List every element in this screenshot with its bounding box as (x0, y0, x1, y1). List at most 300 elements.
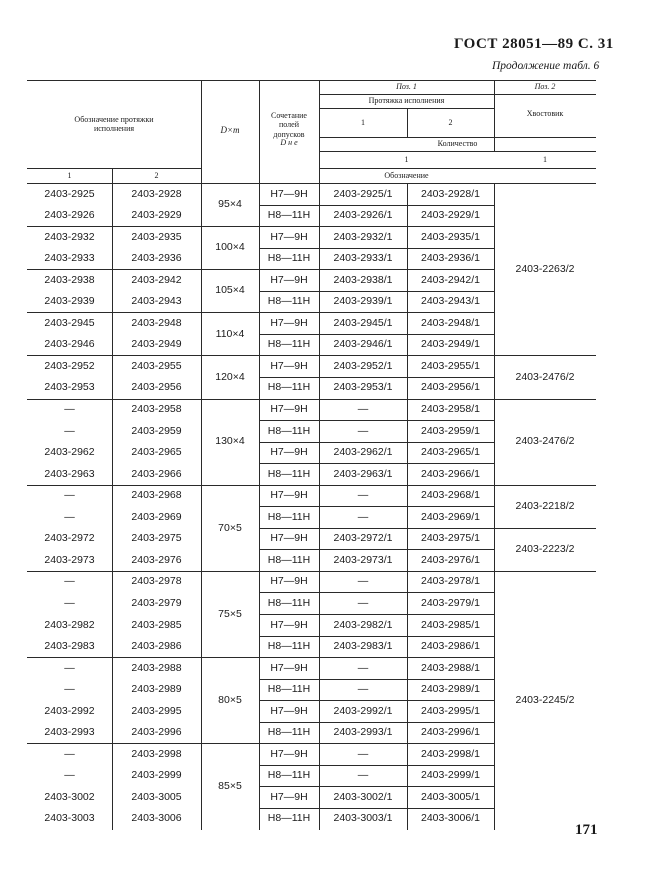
designation-1: — (64, 747, 75, 760)
dxm-value-cell (201, 485, 259, 571)
col-num-1: 1 (67, 170, 72, 180)
row-rule (259, 485, 494, 486)
pos1-exec-2: 2403-2965/1 (421, 446, 480, 459)
designation-1: — (64, 661, 75, 674)
pos1-exec-1: 2403-2946/1 (333, 338, 393, 351)
pos1-exec-1-cell (319, 399, 407, 421)
pos1-exec-1-cell (319, 614, 407, 636)
col-num-2-cell (112, 168, 201, 183)
designation-1: — (64, 596, 75, 609)
pos1-exec-2-cell (407, 614, 494, 636)
pos1-exec-2: 2403-2958/1 (421, 403, 480, 416)
dxm-value-cell (201, 355, 259, 398)
designation-2: 2403-2956 (131, 381, 182, 394)
pos1-exec-2: 2403-2949/1 (421, 338, 480, 351)
designation-2: 2403-2936 (131, 252, 182, 265)
pos1-exec-2-cell (407, 355, 494, 377)
designation-1-cell (27, 291, 112, 313)
pos1-exec-1-cell (319, 420, 407, 442)
designation-1-cell (27, 571, 112, 593)
pos1-header: Поз. 1 (396, 82, 417, 92)
designation-2-cell (112, 183, 201, 205)
fit-value-cell (259, 549, 319, 571)
pos1-exec-2: 2403-2979/1 (421, 596, 480, 609)
fit-value-cell (259, 614, 319, 636)
dxm-value-cell (201, 183, 259, 226)
row-rule (259, 399, 494, 400)
fit-value: H7—9H (270, 532, 308, 545)
fit-value-cell (259, 636, 319, 658)
designation-2-cell (112, 592, 201, 614)
dxm-value: 70×5 (218, 521, 242, 534)
fit-value: H7—9H (270, 790, 308, 803)
pos1-exec-1: 2403-2993/1 (333, 726, 393, 739)
designation-2: 2403-2969 (131, 510, 182, 523)
row-rule (259, 722, 494, 723)
fit-value: H7—9H (270, 230, 308, 243)
quantity-header-cell (319, 137, 596, 151)
row-rule (259, 355, 494, 356)
pos1-exec-1-cell (319, 205, 407, 227)
designation-1-cell (27, 377, 112, 399)
fit-value-cell (259, 377, 319, 399)
pos1-exec-1: 2403-2972/1 (333, 532, 393, 545)
pos1-exec-2-cell (407, 442, 494, 464)
designation-1-cell (27, 743, 112, 765)
pos1-exec-1-cell (319, 743, 407, 765)
pos1-exec-2: 2403-2966/1 (421, 467, 480, 480)
pos1-exec-2-cell (407, 679, 494, 701)
pos1-exec-2-cell (407, 248, 494, 270)
pos1-exec-1: 2403-2932/1 (333, 230, 393, 243)
designation-2-cell (112, 312, 201, 334)
shank-value: 2403-2218/2 (515, 499, 575, 512)
designation-2: 2403-2965 (131, 446, 182, 459)
designation-1-cell (27, 355, 112, 377)
designation-2-cell (112, 765, 201, 787)
designation-2: 2403-2948 (131, 316, 182, 329)
designation-1: 2403-2963 (44, 467, 95, 480)
pos1-exec-2-cell (407, 786, 494, 808)
dxm-value-cell (201, 312, 259, 355)
group-rule (27, 657, 259, 658)
fit-value-cell (259, 786, 319, 808)
designation-1: 2403-2933 (44, 252, 95, 265)
pos1-exec-1-cell (319, 248, 407, 270)
pos1-exec-1-cell (319, 549, 407, 571)
row-rule (259, 743, 494, 744)
pos1-exec-2-cell (407, 743, 494, 765)
pos1-exec-2: 2403-2959/1 (421, 424, 480, 437)
pos1-exec-1: 2403-2938/1 (333, 273, 393, 286)
fit-value: H7—9H (270, 575, 308, 588)
pos1-exec-1: — (357, 661, 369, 674)
fit-value-cell (259, 700, 319, 722)
shank-value: 2403-2245/2 (515, 693, 575, 706)
fit-header: Сочетание полей допусков (271, 111, 307, 139)
dxm-value: 80×5 (218, 693, 242, 706)
shank-rule (494, 571, 596, 572)
designation-2-cell (112, 334, 201, 356)
designation-2-cell (112, 808, 201, 830)
pos1-exec-2-cell (407, 334, 494, 356)
designation-2: 2403-2959 (131, 424, 182, 437)
designation-1-cell (27, 506, 112, 528)
designation-1: — (64, 403, 75, 416)
designation-1: — (64, 769, 75, 782)
pos1-exec-2-cell (407, 808, 494, 830)
fit-value: H8—11H (267, 596, 311, 609)
broach-exec-header: Протяжка исполнения (368, 96, 445, 106)
designation-1-cell (27, 312, 112, 334)
shank-value-cell (494, 528, 596, 571)
pos1-exec-2-cell (407, 549, 494, 571)
pos1-exec-1-cell (319, 463, 407, 485)
designation-1: 2403-2938 (44, 273, 95, 286)
designation-1-cell (27, 248, 112, 270)
row-rule (259, 377, 494, 378)
designation-2: 2403-2929 (131, 209, 182, 222)
designation-1-cell (27, 183, 112, 205)
pos1-exec-1: — (357, 769, 369, 782)
fit-value: H7—9H (270, 359, 308, 372)
dxm-value: 130×4 (215, 435, 245, 448)
row-rule (259, 463, 494, 464)
row-rule (259, 808, 494, 809)
pos1-exec-2: 2403-3005/1 (421, 790, 480, 803)
pos1-exec-1: — (357, 510, 369, 523)
row-rule (259, 506, 494, 507)
designation-1: 2403-2973 (44, 553, 95, 566)
fit-sub-header-cell (259, 137, 319, 149)
pos1-exec-2-cell (407, 463, 494, 485)
row-rule (259, 334, 494, 335)
shank-rule (494, 399, 596, 400)
pos1-exec-2-cell (407, 700, 494, 722)
designation-2-cell (112, 700, 201, 722)
designation-1-cell (27, 700, 112, 722)
designation-1-cell (27, 334, 112, 356)
designation-1: — (64, 575, 75, 588)
pos1-exec-2-cell (407, 636, 494, 658)
pos1-exec-1: — (357, 489, 369, 502)
pos1-exec-1-cell (319, 506, 407, 528)
designation-1-cell (27, 442, 112, 464)
pos1-exec-1: 2403-3002/1 (333, 790, 393, 803)
designation-1: 2403-2946 (44, 338, 95, 351)
designation-1: 2403-2962 (44, 446, 95, 459)
exec-2-header-cell (407, 108, 494, 137)
exec-1-header-cell (319, 108, 407, 137)
dxm-value: 110×4 (215, 327, 245, 340)
designation-2-cell (112, 269, 201, 291)
broach-exec-header-cell (319, 94, 494, 108)
fit-value: H8—11H (267, 252, 311, 265)
pos1-exec-2-cell (407, 722, 494, 744)
pos1-exec-2-cell (407, 592, 494, 614)
designation-2: 2403-2966 (131, 467, 182, 480)
designation-2: 2403-2943 (131, 295, 182, 308)
fit-value: H7—9H (270, 403, 308, 416)
fit-value-cell (259, 506, 319, 528)
pos1-exec-2: 2403-2978/1 (421, 575, 480, 588)
pos1-exec-2: 2403-2942/1 (421, 273, 480, 286)
designation-2-cell (112, 248, 201, 270)
designation-1-cell (27, 205, 112, 227)
designation-2-cell (112, 485, 201, 507)
designation-1: — (64, 489, 75, 502)
pos1-exec-1: 2403-2926/1 (333, 209, 393, 222)
shank-header-cell (494, 94, 596, 134)
shank-value-cell (494, 355, 596, 398)
shank-value-cell (494, 571, 596, 830)
designation-1-cell (27, 636, 112, 658)
fit-value: H7—9H (270, 187, 308, 200)
fit-value-cell (259, 334, 319, 356)
pos1-exec-1: — (357, 575, 369, 588)
dxm-value: 95×4 (218, 198, 242, 211)
designation-1: 2403-2982 (44, 618, 95, 631)
designation-1: 2403-2926 (44, 209, 95, 222)
designation-2-cell (112, 743, 201, 765)
designation-1-cell (27, 226, 112, 248)
fit-value: H7—9H (270, 704, 308, 717)
group-rule (27, 226, 259, 227)
row-rule (259, 592, 494, 593)
pos1-exec-2-cell (407, 420, 494, 442)
designation-2: 2403-2996 (131, 726, 182, 739)
fit-value-cell (259, 399, 319, 421)
pos1-exec-1: 2403-2945/1 (333, 316, 393, 329)
pos1-exec-1-cell (319, 183, 407, 205)
designation-header: Обозначение протяжки исполнения (74, 114, 154, 133)
fit-value-cell (259, 679, 319, 701)
designation-2-cell (112, 549, 201, 571)
designation-1: 2403-2992 (44, 704, 95, 717)
designation-1: — (64, 424, 75, 437)
designation-1-cell (27, 420, 112, 442)
pos1-exec-1: 2403-2953/1 (333, 381, 393, 394)
pos1-exec-2-cell (407, 291, 494, 313)
designation-2: 2403-3005 (131, 790, 182, 803)
designation-1: 2403-2932 (44, 230, 95, 243)
page-number: 171 (575, 822, 598, 838)
fit-value-cell (259, 355, 319, 377)
dxm-header-cell (201, 80, 259, 180)
pos1-exec-2: 2403-2929/1 (421, 209, 480, 222)
pos1-exec-2: 2403-2986/1 (421, 640, 480, 653)
fit-value: H7—9H (270, 661, 308, 674)
pos1-exec-1: 2403-2983/1 (333, 640, 393, 653)
designation-2: 2403-2985 (131, 618, 182, 631)
pos1-exec-1: 2403-2992/1 (333, 704, 393, 717)
group-rule (27, 312, 259, 313)
fit-value: H8—11H (267, 812, 311, 825)
row-rule (259, 614, 494, 615)
designation-1-cell (27, 528, 112, 550)
fit-value: H8—11H (267, 683, 311, 696)
fit-value: H8—11H (267, 553, 311, 566)
dxm-value: 105×4 (215, 284, 245, 297)
fit-value: H8—11H (267, 295, 311, 308)
pos1-exec-1: 2403-2963/1 (333, 467, 393, 480)
designation-2: 2403-2989 (131, 683, 182, 696)
fit-value: H7—9H (270, 747, 308, 760)
dxm-value: 100×4 (215, 241, 245, 254)
pos1-exec-1-cell (319, 700, 407, 722)
pos1-exec-1-cell (319, 765, 407, 787)
pos1-exec-1-cell (319, 528, 407, 550)
pos1-exec-1-cell (319, 334, 407, 356)
designation-2: 2403-2998 (131, 747, 182, 760)
designation-2-cell (112, 420, 201, 442)
fit-value-cell (259, 248, 319, 270)
designation-1-cell (27, 786, 112, 808)
row-rule (259, 786, 494, 787)
designation-2: 2403-2968 (131, 489, 182, 502)
fit-value: H7—9H (270, 273, 308, 286)
row-rule (259, 700, 494, 701)
row-rule (259, 420, 494, 421)
fit-value-cell (259, 722, 319, 744)
pos1-exec-1-cell (319, 636, 407, 658)
pos1-header-cell (319, 80, 494, 94)
pos1-exec-2-cell (407, 226, 494, 248)
group-rule (27, 571, 259, 572)
fit-value-cell (259, 226, 319, 248)
designation-2-cell (112, 786, 201, 808)
row-rule (259, 571, 494, 572)
qty-1: 1 (404, 154, 409, 164)
pos1-exec-1-cell (319, 808, 407, 830)
dxm-header: D×m (220, 124, 240, 135)
pos1-exec-1-cell (319, 355, 407, 377)
shank-rule (494, 528, 596, 529)
designation-1-cell (27, 549, 112, 571)
pos1-exec-2: 2403-2956/1 (421, 381, 480, 394)
pos1-exec-1: 2403-2973/1 (333, 553, 393, 566)
designation-2: 2403-2955 (131, 359, 182, 372)
pos1-exec-1: — (357, 403, 369, 416)
row-rule (259, 636, 494, 637)
row-rule (259, 442, 494, 443)
pos1-exec-1-cell (319, 786, 407, 808)
designation-2-cell (112, 506, 201, 528)
designation-1-cell (27, 592, 112, 614)
dxm-value: 85×5 (218, 780, 242, 793)
fit-value: H8—11H (267, 209, 311, 222)
dxm-value-cell (201, 399, 259, 485)
exec-2-header: 2 (448, 117, 453, 127)
pos1-exec-1-cell (319, 485, 407, 507)
fit-value: H7—9H (270, 316, 308, 329)
fit-value-cell (259, 808, 319, 830)
dxm-value-cell (201, 743, 259, 829)
fit-value: H7—9H (270, 446, 308, 459)
pos1-exec-2: 2403-3006/1 (421, 812, 480, 825)
row-rule (259, 528, 494, 529)
fit-value: H8—11H (267, 726, 311, 739)
shank-header: Хвостовик (526, 109, 564, 119)
shank-rule (494, 485, 596, 486)
dxm-value-cell (201, 571, 259, 657)
col-num-1-cell (27, 168, 112, 183)
fit-value: H8—11H (267, 510, 311, 523)
fit-value-cell (259, 312, 319, 334)
designation-1: 2403-3003 (44, 812, 95, 825)
designation-2: 2403-2978 (131, 575, 182, 588)
pos1-exec-1-cell (319, 312, 407, 334)
designation-2: 2403-2995 (131, 704, 182, 717)
shank-value: 2403-2223/2 (515, 543, 575, 556)
fit-value: H7—9H (270, 618, 308, 631)
row-rule (259, 205, 494, 206)
pos1-exec-2: 2403-2928/1 (421, 187, 480, 200)
pos1-exec-2-cell (407, 657, 494, 679)
designation-2-cell (112, 571, 201, 593)
fit-sub-header: D н е (280, 138, 298, 148)
designation-2: 2403-2949 (131, 338, 182, 351)
pos1-exec-1: 2403-3003/1 (333, 812, 393, 825)
shank-value-cell (494, 399, 596, 485)
designation-2-cell (112, 399, 201, 421)
pos1-exec-1-cell (319, 592, 407, 614)
designation-1-cell (27, 614, 112, 636)
designation-1: 2403-2983 (44, 640, 95, 653)
fit-value-cell (259, 442, 319, 464)
pos1-exec-2-cell (407, 205, 494, 227)
fit-value-cell (259, 743, 319, 765)
designation-1-cell (27, 808, 112, 830)
pos1-exec-1: — (357, 747, 369, 760)
pos1-exec-2-cell (407, 399, 494, 421)
designation-2-cell (112, 355, 201, 377)
designation-1: 2403-2972 (44, 532, 95, 545)
designation-2: 2403-2942 (131, 273, 182, 286)
dxm-value: 120×4 (215, 370, 245, 383)
shank-value: 2403-2263/2 (515, 262, 575, 275)
pos1-exec-2: 2403-2969/1 (421, 510, 480, 523)
fit-value: H8—11H (267, 338, 311, 351)
pos1-exec-2: 2403-2989/1 (421, 683, 480, 696)
pos1-exec-2-cell (407, 269, 494, 291)
fit-value: H8—11H (267, 381, 311, 394)
pos2-header-cell (494, 80, 596, 94)
pos1-exec-2: 2403-2968/1 (421, 489, 480, 502)
pos1-exec-2: 2403-2998/1 (421, 747, 480, 760)
designation-2-cell (112, 722, 201, 744)
designation-2-cell (112, 377, 201, 399)
designation-2-cell (112, 291, 201, 313)
fit-value: H7—9H (270, 489, 308, 502)
designation-1-cell (27, 679, 112, 701)
designation-2-cell (112, 614, 201, 636)
pos1-exec-1-cell (319, 377, 407, 399)
pos1-exec-1: 2403-2933/1 (333, 252, 393, 265)
designation-1: 2403-2945 (44, 316, 95, 329)
fit-value-cell (259, 528, 319, 550)
shank-value: 2403-2476/2 (515, 370, 575, 383)
fit-value-cell (259, 463, 319, 485)
fit-value-cell (259, 183, 319, 205)
designation-1: 2403-2953 (44, 381, 95, 394)
designation-2-cell (112, 442, 201, 464)
qty-2-cell (494, 151, 596, 168)
designation-1: 2403-3002 (44, 790, 95, 803)
pos1-exec-1-cell (319, 679, 407, 701)
pos1-exec-2: 2403-2943/1 (421, 295, 480, 308)
designation-2: 2403-2979 (131, 596, 182, 609)
